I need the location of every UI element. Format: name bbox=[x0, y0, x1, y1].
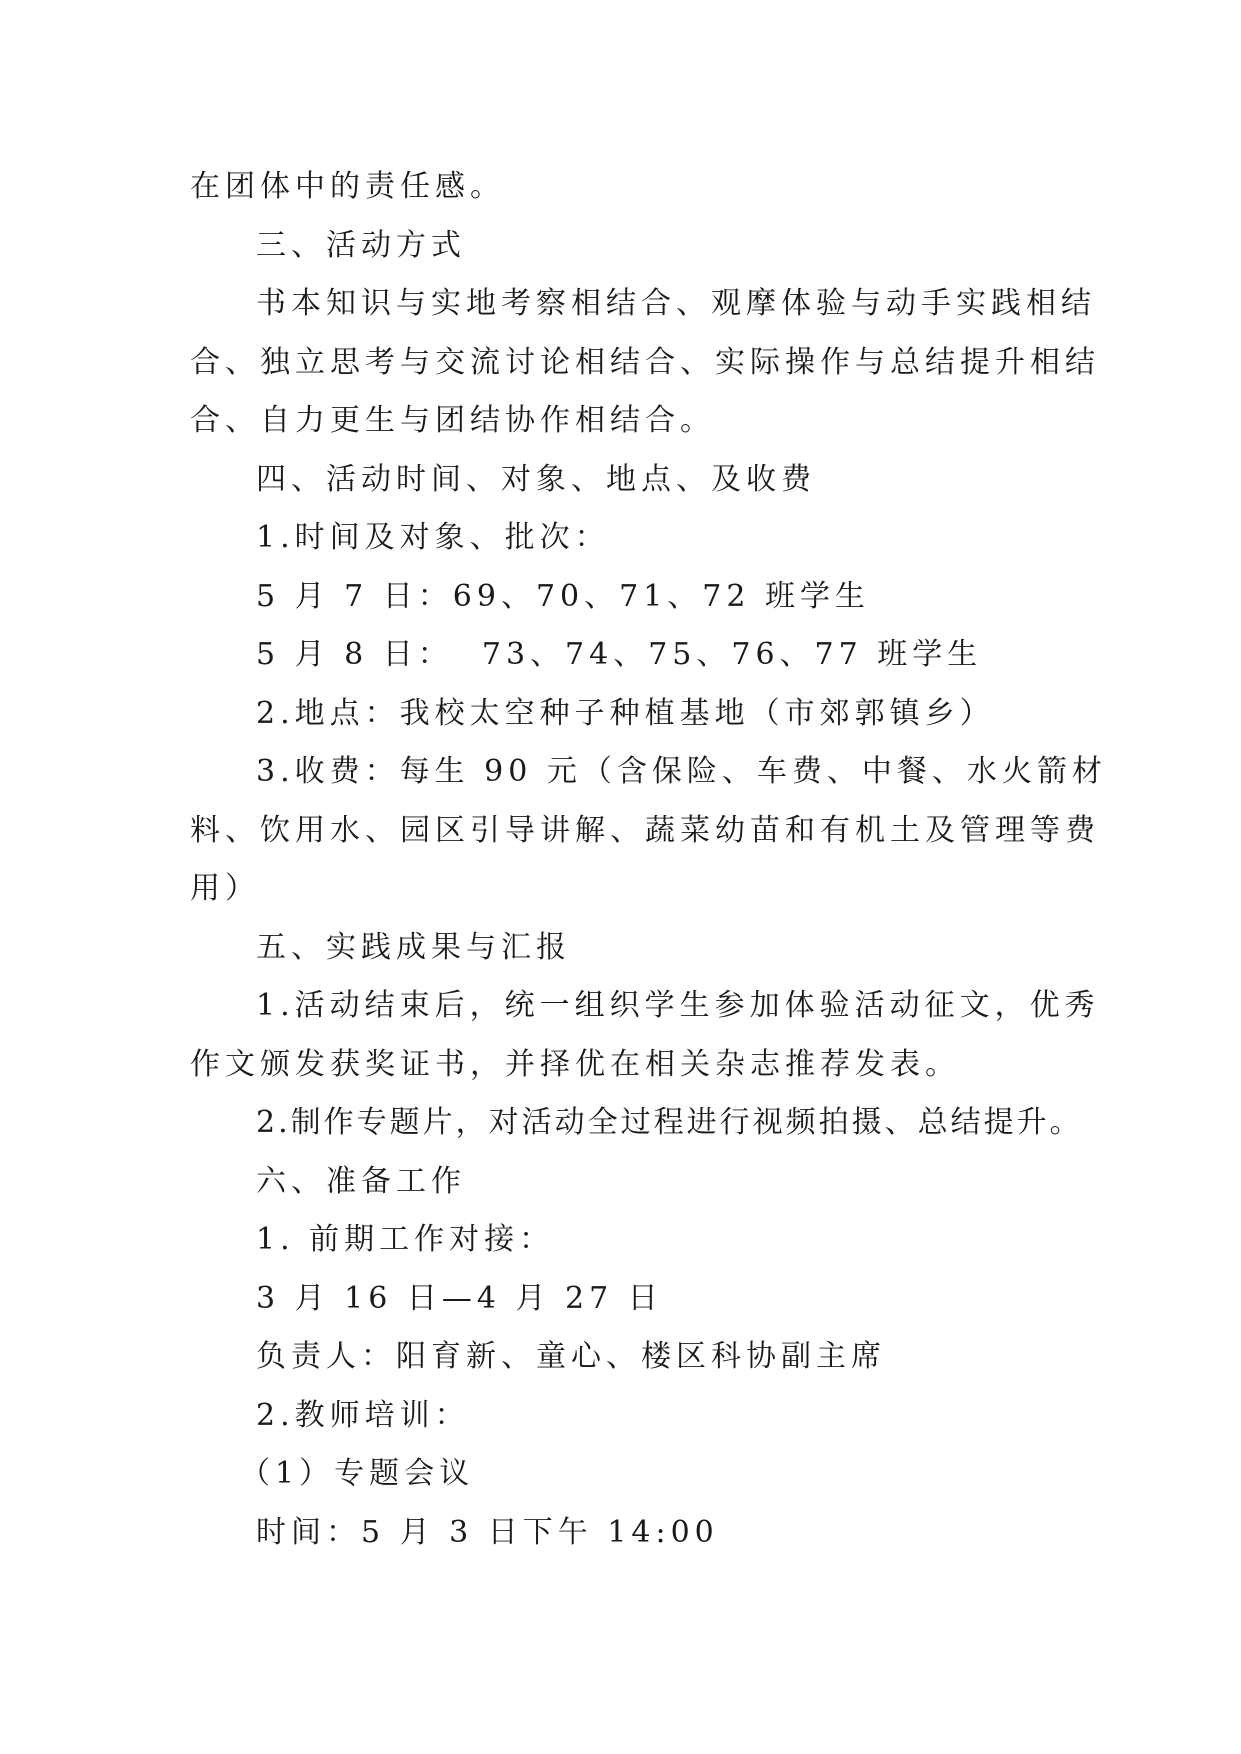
list-item: 1.活动结束后，统一组织学生参加体验活动征文，优秀 bbox=[256, 988, 1100, 1023]
document-body bbox=[190, 158, 1107, 1562]
section-heading: 五、实践成果与汇报 bbox=[256, 929, 571, 965]
list-item: 1.时间及对象、批次： bbox=[256, 520, 610, 555]
section-heading: 六、准备工作 bbox=[256, 1163, 466, 1199]
section-heading: 四、活动时间、对象、地点、及收费 bbox=[256, 461, 816, 497]
text-line: 负责人：阳育新、童心、楼区科协副主席 bbox=[256, 1339, 886, 1374]
text-line: 3 月 16 日—4 月 27 日 bbox=[256, 1280, 663, 1316]
paragraph-line: 作文颁发获奖证书，并择优在相关杂志推荐发表。 bbox=[190, 1046, 960, 1082]
paragraph-line: 合、独立思考与交流讨论相结合、实际操作与总结提升相结 bbox=[190, 344, 1100, 380]
text-line: 在团体中的责任感。 bbox=[190, 169, 505, 204]
text-line: 5 月 7 日：69、70、71、72 班学生 bbox=[256, 578, 871, 614]
paragraph-line: 书本知识与实地考察相结合、观摩体验与动手实践相结 bbox=[256, 286, 1096, 321]
text-line: 时间：5 月 3 日下午 14:00 bbox=[256, 1514, 719, 1550]
list-item: 3.收费：每生 90 元（含保险、车费、中餐、水火箭材 bbox=[256, 754, 1107, 789]
list-item: 1. 前期工作对接： bbox=[256, 1222, 555, 1257]
paragraph-line: 用） bbox=[190, 871, 260, 906]
list-item: 2.教师培训： bbox=[256, 1397, 470, 1433]
text-line: 5 月 8 日： 73、74、75、76、77 班学生 bbox=[256, 637, 983, 672]
list-item: 2.地点：我校太空种子种植基地（市郊郭镇乡） bbox=[256, 695, 995, 731]
sub-item: （1）专题会议 bbox=[240, 1456, 475, 1491]
paragraph-line: 合、自力更生与团结协作相结合。 bbox=[190, 403, 715, 438]
paragraph-line: 料、饮用水、园区引导讲解、蔬菜幼苗和有机土及管理等费 bbox=[190, 812, 1100, 848]
list-item: 2.制作专题片，对活动全过程进行视频拍摄、总结提升。 bbox=[256, 1105, 1083, 1140]
section-heading: 三、活动方式 bbox=[256, 227, 466, 263]
